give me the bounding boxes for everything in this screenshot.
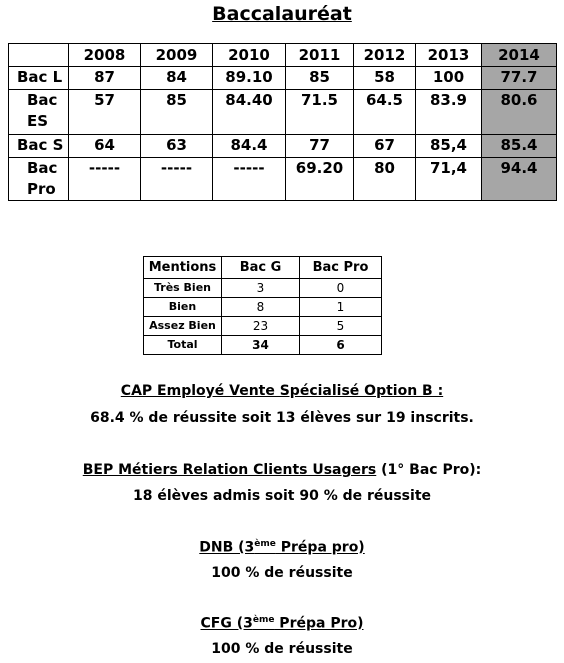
row-label-line: Bac bbox=[27, 159, 58, 177]
table-cell: 84.4 bbox=[213, 135, 286, 158]
table-cell: ----- bbox=[69, 158, 141, 201]
table-cell: 77 bbox=[286, 135, 354, 158]
table-cell: 71.5 bbox=[286, 90, 354, 135]
bep-text: 18 élèves admis soit 90 % de réussite bbox=[132, 488, 432, 504]
mentions-cell: 34 bbox=[222, 336, 300, 355]
table-row bbox=[9, 67, 557, 90]
mentions-label: Bien bbox=[144, 298, 222, 317]
table-row bbox=[9, 158, 557, 201]
header-cell-year: 2008 bbox=[69, 44, 141, 67]
mentions-cell: 0 bbox=[300, 279, 382, 298]
table-cell: 71,4 bbox=[416, 158, 482, 201]
mentions-header-cell: Bac Pro bbox=[300, 257, 382, 279]
cap-heading: CAP Employé Vente Spécialisé Option B : bbox=[120, 383, 444, 399]
table-cell: 84 bbox=[141, 67, 213, 90]
row-label bbox=[9, 90, 69, 135]
table-cell-highlight: 85.4 bbox=[482, 135, 557, 158]
table-cell: 64.5 bbox=[354, 90, 416, 135]
table-row bbox=[9, 90, 557, 135]
table-cell-highlight: 94.4 bbox=[482, 158, 557, 201]
table-cell: 84.40 bbox=[213, 90, 286, 135]
row-label: Bac S bbox=[9, 135, 69, 158]
mentions-row bbox=[144, 298, 382, 317]
mentions-row bbox=[144, 279, 382, 298]
mentions-table bbox=[143, 256, 382, 355]
bep-heading-main: BEP Métiers Relation Clients Usagers bbox=[82, 462, 377, 478]
mentions-total-row bbox=[144, 336, 382, 355]
table-cell: 80 bbox=[354, 158, 416, 201]
row-label-line: Bac bbox=[27, 91, 58, 109]
table-cell: 67 bbox=[354, 135, 416, 158]
table-cell: 64 bbox=[69, 135, 141, 158]
cfg-heading-pre: CFG (3 bbox=[200, 615, 253, 632]
mentions-header-row bbox=[144, 257, 382, 279]
header-cell-year: 2010 bbox=[213, 44, 286, 67]
header-cell-year: 2012 bbox=[354, 44, 416, 67]
cfg-text: 100 % de réussite bbox=[211, 641, 353, 657]
header-cell-year-highlight: 2014 bbox=[482, 44, 557, 67]
table-cell: 58 bbox=[354, 67, 416, 90]
table-cell: 87 bbox=[69, 67, 141, 90]
header-cell-empty bbox=[9, 44, 69, 67]
mentions-label: Très Bien bbox=[144, 279, 222, 298]
cfg-heading-sup: ème bbox=[252, 615, 275, 625]
mentions-cell: 6 bbox=[300, 336, 382, 355]
header-cell-year: 2009 bbox=[141, 44, 213, 67]
row-label bbox=[9, 158, 69, 201]
table-cell: 85 bbox=[286, 67, 354, 90]
mentions-cell: 8 bbox=[222, 298, 300, 317]
mentions-cell: 1 bbox=[300, 298, 382, 317]
bep-heading-suffix: (1° Bac Pro): bbox=[376, 462, 482, 478]
table-cell: 57 bbox=[69, 90, 141, 135]
mentions-header-cell: Bac G bbox=[222, 257, 300, 279]
mentions-cell: 23 bbox=[222, 317, 300, 336]
dnb-text: 100 % de réussite bbox=[211, 565, 353, 581]
mentions-header-cell: Mentions bbox=[144, 257, 222, 279]
header-cell-year: 2013 bbox=[416, 44, 482, 67]
cap-text: 68.4 % de réussite soit 13 élèves sur 19 inscrits. bbox=[90, 410, 474, 426]
table-cell: 89.10 bbox=[213, 67, 286, 90]
bep-heading bbox=[0, 462, 564, 478]
mentions-label: Assez Bien bbox=[144, 317, 222, 336]
table-cell: ----- bbox=[141, 158, 213, 201]
table-cell: 85,4 bbox=[416, 135, 482, 158]
table-cell: 83.9 bbox=[416, 90, 482, 135]
dnb-heading-sup: ème bbox=[254, 539, 276, 549]
mentions-row bbox=[144, 317, 382, 336]
cfg-heading-post: Prépa Pro) bbox=[274, 615, 364, 632]
table-cell-highlight: 77.7 bbox=[482, 67, 557, 90]
dnb-heading-pre: DNB (3 bbox=[199, 539, 255, 556]
table-cell: 69.20 bbox=[286, 158, 354, 201]
cfg-heading bbox=[0, 615, 564, 632]
row-label-line: Pro bbox=[27, 180, 56, 198]
table-cell: ----- bbox=[213, 158, 286, 201]
table-cell: 85 bbox=[141, 90, 213, 135]
dnb-heading bbox=[0, 539, 564, 556]
row-label-line: ES bbox=[27, 112, 49, 130]
dnb-heading-post: Prépa pro) bbox=[275, 539, 365, 556]
table-cell: 63 bbox=[141, 135, 213, 158]
results-table bbox=[8, 43, 557, 201]
page-title: Baccalauréat bbox=[212, 3, 352, 25]
table-row bbox=[9, 135, 557, 158]
mentions-cell: 3 bbox=[222, 279, 300, 298]
table-cell-highlight: 80.6 bbox=[482, 90, 557, 135]
header-cell-year: 2011 bbox=[286, 44, 354, 67]
table-header-row bbox=[9, 44, 557, 67]
mentions-label: Total bbox=[144, 336, 222, 355]
row-label: Bac L bbox=[9, 67, 69, 90]
table-cell: 100 bbox=[416, 67, 482, 90]
mentions-cell: 5 bbox=[300, 317, 382, 336]
